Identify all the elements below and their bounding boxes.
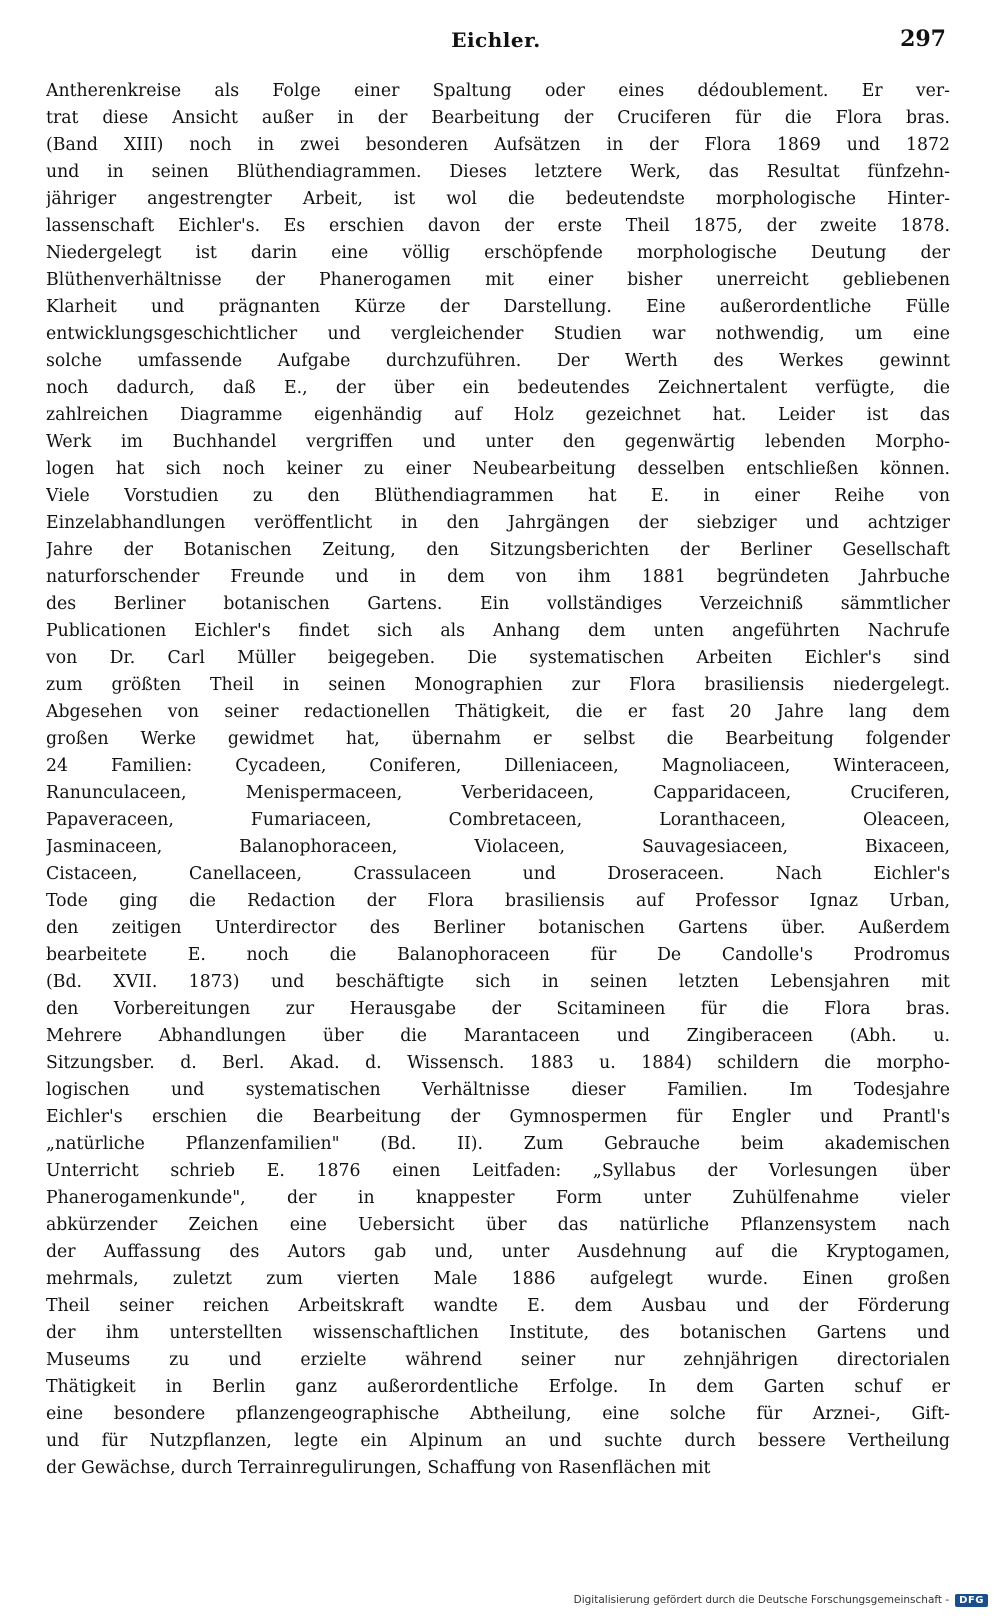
page-header xyxy=(46,22,946,62)
text-line: lassenschaft Eichler's. Es erschien davon der erste Theil 1875, der zweite 1878. xyxy=(46,216,950,236)
text-line: Museums zu und erzielte während seiner nur zehnjährigen directorialen xyxy=(46,1350,950,1370)
text-line: Werk im Buchhandel vergriffen und unter den gegenwärtig lebenden Morpho- xyxy=(46,432,950,452)
text-line: und für Nutzpflanzen, legte ein Alpinum an und suchte durch bessere Vertheilung xyxy=(46,1431,950,1451)
text-line: „natürliche Pflanzenfamilien" (Bd. II). Zum Gebrauche beim akademischen xyxy=(46,1134,950,1154)
text-line: der ihm unterstellten wissenschaftlichen Institute, des botanischen Gartens und xyxy=(46,1323,950,1343)
text-line: 24 Familien: Cycadeen, Coniferen, Dilleniaceen, Magnoliaceen, Winteraceen, xyxy=(46,756,950,776)
text-line: Klarheit und prägnanten Kürze der Darstellung. Eine außerordentliche Fülle xyxy=(46,297,950,317)
text-line: Thätigkeit in Berlin ganz außerordentliche Erfolge. In dem Garten schuf er xyxy=(46,1377,950,1397)
text-line: der Gewächse, durch Terrainregulirungen, Schaffung von Rasenflächen mit xyxy=(46,1458,711,1478)
text-line: Blüthenverhältnisse der Phanerogamen mit einer bisher unerreicht gebliebenen xyxy=(46,270,950,290)
text-line: Papaveraceen, Fumariaceen, Combretaceen, Loranthaceen, Oleaceen, xyxy=(46,810,950,830)
text-line: Niedergelegt ist darin eine völlig erschöpfende morphologische Deutung der xyxy=(46,243,950,263)
text-line: Jasminaceen, Balanophoraceen, Violaceen, Sauvagesiaceen, Bixaceen, xyxy=(46,837,950,857)
running-title: Eichler. xyxy=(451,28,541,52)
text-line: zahlreichen Diagramme eigenhändig auf Holz gezeichnet hat. Leider ist das xyxy=(46,405,950,425)
text-line: Abgesehen von seiner redactionellen Thätigkeit, die er fast 20 Jahre lang dem xyxy=(46,702,950,722)
text-line: bearbeitete E. noch die Balanophoraceen für De Candolle's Prodromus xyxy=(46,945,950,965)
dfg-logo-icon: DFG xyxy=(955,1594,988,1607)
text-line: Tode ging die Redaction der Flora brasiliensis auf Professor Ignaz Urban, xyxy=(46,891,950,911)
text-line: und in seinen Blüthendiagrammen. Dieses letztere Werk, das Resultat fünfzehn- xyxy=(46,162,950,182)
footer-credit: Digitalisierung gefördert durch die Deutsche Forschungsgemeinschaft - xyxy=(573,1594,950,1606)
text-line: Phanerogamenkunde", der in knappester Form unter Zuhülfenahme vieler xyxy=(46,1188,950,1208)
text-line: abkürzender Zeichen eine Uebersicht über das natürliche Pflanzensystem nach xyxy=(46,1215,950,1235)
text-line: Jahre der Botanischen Zeitung, den Sitzungsberichten der Berliner Gesellschaft xyxy=(46,540,950,560)
text-line: Theil seiner reichen Arbeitskraft wandte E. dem Ausbau und der Förderung xyxy=(46,1296,950,1316)
text-line: solche umfassende Aufgabe durchzuführen. Der Werth des Werkes gewinnt xyxy=(46,351,950,371)
text-line: von Dr. Carl Müller beigegeben. Die systematischen Arbeiten Eichler's sind xyxy=(46,648,950,668)
text-line: eine besondere pflanzengeographische Abtheilung, eine solche für Arznei-, Gift- xyxy=(46,1404,950,1424)
text-line: naturforschender Freunde und in dem von ihm 1881 begründeten Jahrbuche xyxy=(46,567,950,587)
text-line: Mehrere Abhandlungen über die Marantaceen und Zingiberaceen (Abh. u. xyxy=(46,1026,950,1046)
text-line: Eichler's erschien die Bearbeitung der Gymnospermen für Engler und Prantl's xyxy=(46,1107,950,1127)
text-line: den Vorbereitungen zur Herausgabe der Scitamineen für die Flora bras. xyxy=(46,999,950,1019)
body-text xyxy=(46,78,950,1558)
text-line: Antherenkreise als Folge einer Spaltung oder eines dédoublement. Er ver- xyxy=(46,81,950,101)
text-line: Unterricht schrieb E. 1876 einen Leitfaden: „Syllabus der Vorlesungen über xyxy=(46,1161,950,1181)
text-line: (Bd. XVII. 1873) und beschäftigte sich in seinen letzten Lebensjahren mit xyxy=(46,972,950,992)
text-line: zum größten Theil in seinen Monographien zur Flora brasiliensis niedergelegt. xyxy=(46,675,950,695)
text-line: der Auffassung des Autors gab und, unter Ausdehnung auf die Kryptogamen, xyxy=(46,1242,950,1262)
text-line: Sitzungsber. d. Berl. Akad. d. Wissensch. 1883 u. 1884) schildern die morpho- xyxy=(46,1053,950,1073)
text-line: Publicationen Eichler's findet sich als Anhang dem unten angeführten Nachrufe xyxy=(46,621,950,641)
text-line: Einzelabhandlungen veröffentlicht in den Jahrgängen der siebziger und achtziger xyxy=(46,513,950,533)
text-line: Viele Vorstudien zu den Blüthendiagrammen hat E. in einer Reihe von xyxy=(46,486,950,506)
text-line: des Berliner botanischen Gartens. Ein vollständiges Verzeichniß sämmtlicher xyxy=(46,594,950,614)
text-line: logen hat sich noch keiner zu einer Neubearbeitung desselben entschließen können. xyxy=(46,459,950,479)
text-line: noch dadurch, daß E., der über ein bedeutendes Zeichnertalent verfügte, die xyxy=(46,378,950,398)
text-line: trat diese Ansicht außer in der Bearbeitung der Cruciferen für die Flora bras. xyxy=(46,108,950,128)
text-line: (Band XIII) noch in zwei besonderen Aufsätzen in der Flora 1869 und 1872 xyxy=(46,135,950,155)
text-line: großen Werke gewidmet hat, übernahm er selbst die Bearbeitung folgender xyxy=(46,729,950,749)
text-line: Ranunculaceen, Menispermaceen, Verberidaceen, Capparidaceen, Cruciferen, xyxy=(46,783,950,803)
text-line: jähriger angestrengter Arbeit, ist wol die bedeutendste morphologische Hinter- xyxy=(46,189,950,209)
text-line: mehrmals, zuletzt zum vierten Male 1886 aufgelegt wurde. Einen großen xyxy=(46,1269,950,1289)
footer xyxy=(574,1591,988,1609)
text-line: Cistaceen, Canellaceen, Crassulaceen und Droseraceen. Nach Eichler's xyxy=(46,864,950,884)
text-line: den zeitigen Unterdirector des Berliner botanischen Gartens über. Außerdem xyxy=(46,918,950,938)
text-line: logischen und systematischen Verhältnisse dieser Familien. Im Todesjahre xyxy=(46,1080,950,1100)
page-number: 297 xyxy=(900,26,946,52)
text-line: entwicklungsgeschichtlicher und vergleichender Studien war nothwendig, um eine xyxy=(46,324,950,344)
